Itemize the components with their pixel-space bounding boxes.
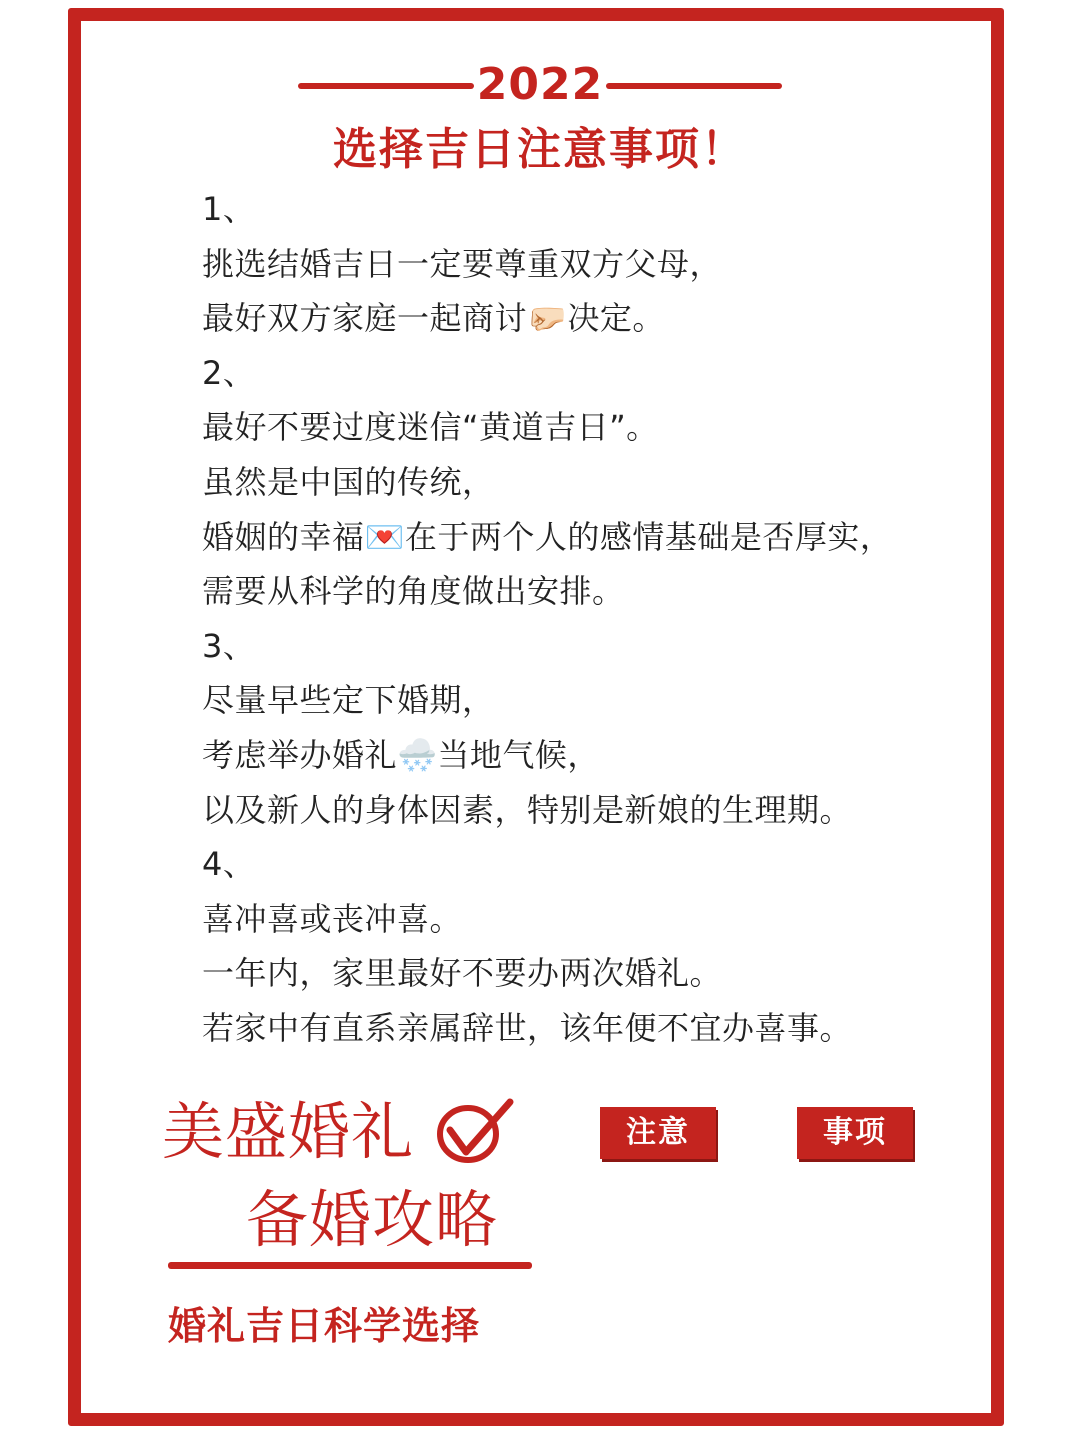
badge-attention: 注意 — [600, 1107, 716, 1159]
tips-body — [202, 182, 982, 1056]
badge-items: 事项 — [797, 1107, 913, 1159]
year-rule-left — [298, 83, 474, 89]
brand-title: 美盛婚礼 — [162, 1095, 415, 1168]
year-rule-right — [606, 83, 782, 89]
year-label: 2022 — [476, 59, 604, 110]
tip-4-line-1: 喜冲喜或丧冲喜。 — [202, 899, 463, 938]
tip-3-line-1: 尽量早些定下婚期， — [202, 681, 495, 720]
tip-2-line-3: 婚姻的幸福💌在于两个人的感情基础是否厚实， — [202, 517, 893, 556]
tip-3-line-2: 考虑举办婚礼🌨️当地气候， — [202, 735, 600, 774]
tip-4-line-2: 一年内，家里最好不要办两次婚礼。 — [202, 954, 723, 993]
tip-1-line-2: 最好双方家庭一起商讨🤛🏻决定。 — [202, 299, 665, 338]
year-header — [0, 58, 1080, 112]
tip-3-line-3: 以及新人的身体因素，特别是新娘的生理期。 — [202, 790, 853, 829]
tip-number-2: 2、 — [202, 353, 256, 392]
tip-2-line-1: 最好不要过度迷信“黄道吉日”。 — [202, 408, 659, 447]
tip-4-line-3: 若家中有直系亲属辞世，该年便不宜办喜事。 — [202, 1008, 853, 1047]
footer-subtitle: 婚礼吉日科学选择 — [168, 1304, 481, 1348]
tip-number-3: 3、 — [202, 626, 256, 665]
page-title: 选择吉日注意事项！ — [333, 124, 747, 175]
tip-2-line-2: 虽然是中国的传统， — [202, 462, 495, 501]
footer-divider — [168, 1262, 532, 1269]
tip-1-line-1: 挑选结婚吉日一定要尊重双方父母， — [202, 244, 723, 283]
tip-2-line-4: 需要从科学的角度做出安排。 — [202, 572, 625, 611]
tip-number-1: 1、 — [202, 190, 256, 228]
check-circle-icon — [436, 1096, 514, 1170]
tip-number-4: 4、 — [202, 845, 256, 884]
brand-subtitle: 备婚攻略 — [246, 1183, 499, 1256]
